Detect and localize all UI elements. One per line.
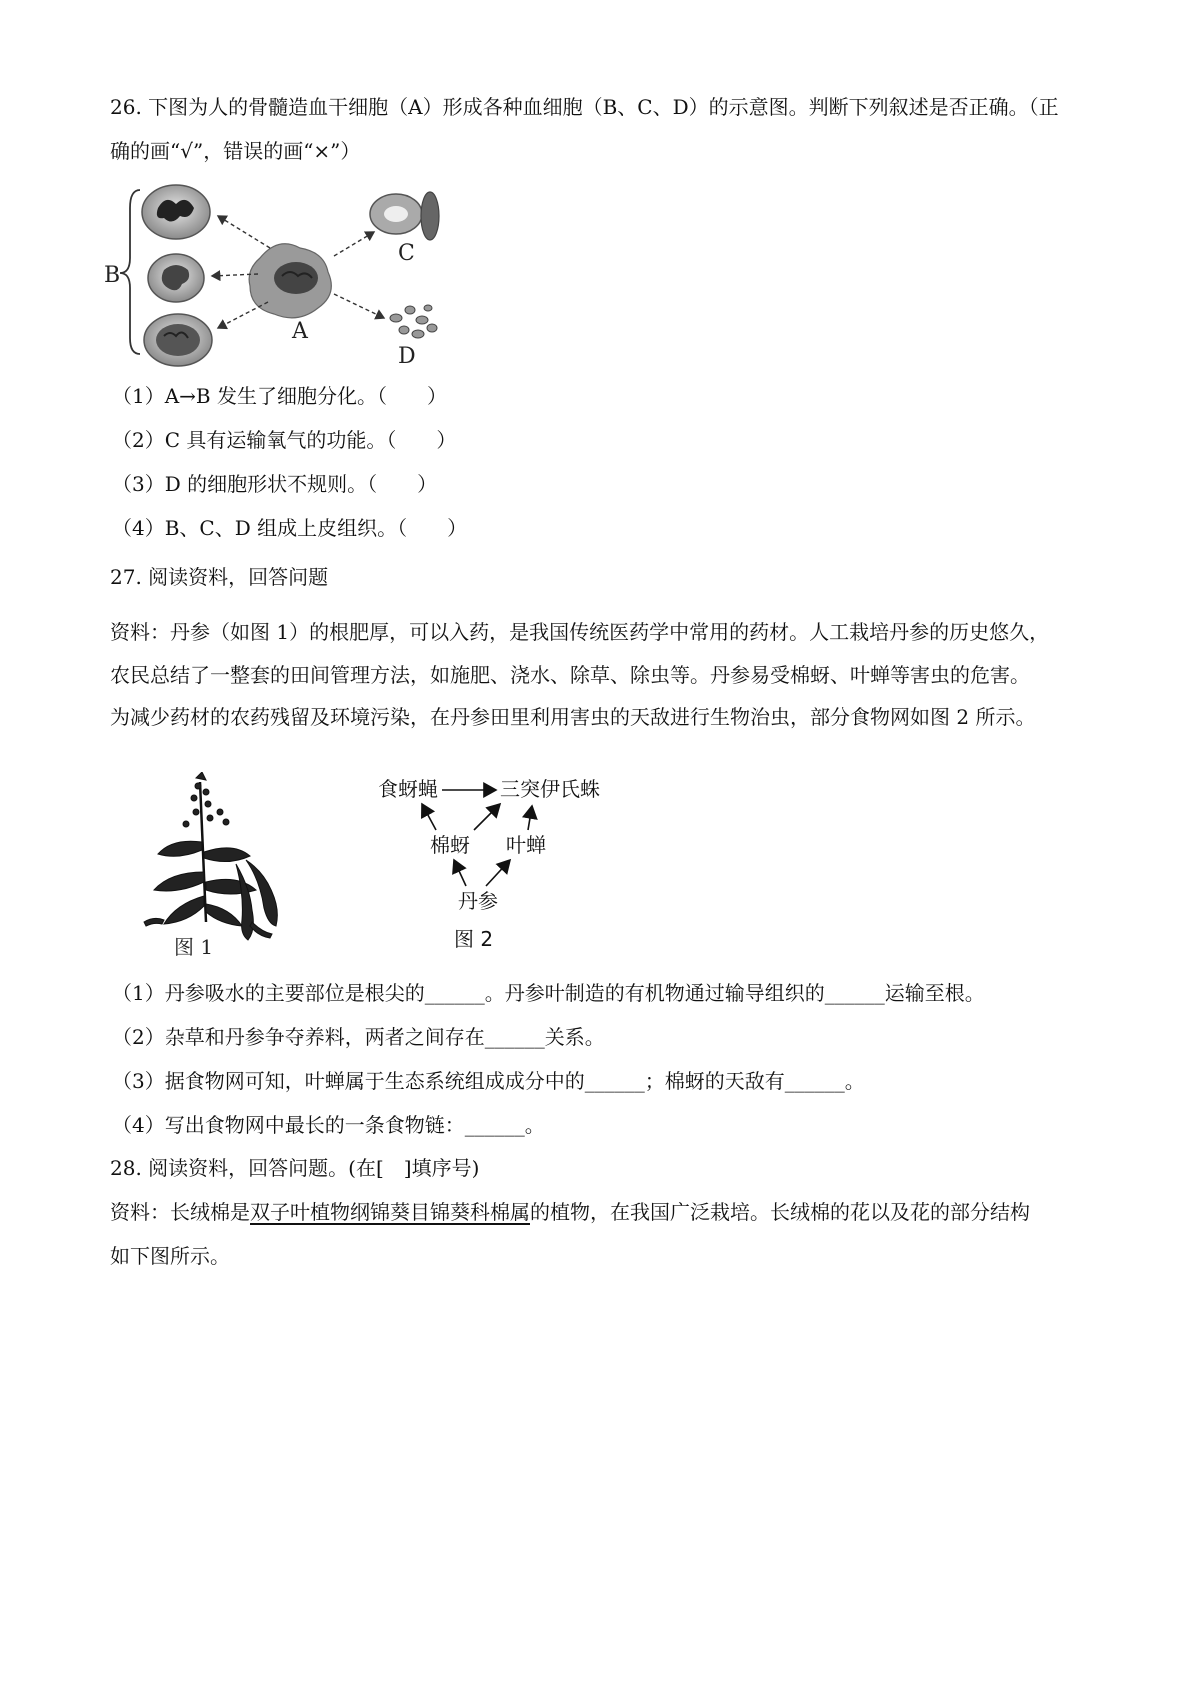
q26-stem-line2: 确的画“√”，错误的画“×”） <box>110 139 361 163</box>
q26-stem-line1: 26. 下图为人的骨髓造血干细胞（A）形成各种血细胞（B、C、D）的示意图。判断下列叙述是否正确。（正 <box>110 95 1059 119</box>
q26-item-4: （4）B、C、D 组成上皮组织。（ ） <box>112 516 468 540</box>
q28-material-suffix: 的植物，在我国广泛栽培。长绒棉的花以及花的部分结构 <box>530 1200 1030 1224</box>
node-aphid-fly: 食蚜蝇 <box>378 777 438 801</box>
q27-stem: 27. 阅读资料，回答问题 <box>110 565 329 589</box>
red-blood-cell-c <box>370 192 439 240</box>
danshen-plant-figure <box>140 772 300 962</box>
q27-item-2: （2）杂草和丹参争夺养料，两者之间存在______关系。 <box>112 1025 605 1049</box>
q27-material-line1: 资料：丹参（如图 1）的根肥厚，可以入药，是我国传统医药学中常用的药材。人工栽培丹参的历史悠久， <box>110 620 1050 644</box>
label-c: C <box>398 241 415 266</box>
q28-material-underlined: 双子叶植物纲锦葵目锦葵科棉属 <box>250 1200 530 1224</box>
q26-item-3: （3）D 的细胞形状不规则。（ ） <box>112 472 438 496</box>
node-leafhopper: 叶蝉 <box>506 833 546 857</box>
q28-stem: 28. 阅读资料，回答问题。(在[ ]填序号) <box>110 1156 480 1180</box>
node-danshen: 丹参 <box>458 889 498 913</box>
q26-item-1: （1）A→B 发生了细胞分化。（ ） <box>112 384 447 408</box>
food-web-figure <box>370 768 630 958</box>
q28-material-prefix: 资料：长绒棉是 <box>110 1200 250 1224</box>
q28-material-line1 <box>110 1197 1030 1227</box>
q27-material-line2: 农民总结了一整套的田间管理方法，如施肥、浇水、除草、除虫等。丹参易受棉蚜、叶蝉等害虫的危害。 <box>110 663 1030 687</box>
node-cotton-aphid: 棉蚜 <box>430 833 470 857</box>
brace-b <box>120 190 140 354</box>
q27-item-3: （3）据食物网可知，叶蝉属于生态系统组成成分中的______；棉蚜的天敌有______。 <box>112 1069 865 1093</box>
q27-item-1: （1）丹参吸水的主要部位是根尖的______。丹参叶制造的有机物通过输导组织的______运输至根。 <box>112 981 985 1005</box>
label-a: A <box>292 319 308 344</box>
figure1-caption: 图 1 <box>174 935 214 959</box>
label-d: D <box>398 344 416 369</box>
q28-material-line2: 如下图所示。 <box>110 1244 230 1268</box>
stem-cell-a <box>249 244 331 318</box>
q27-item-4: （4）写出食物网中最长的一条食物链：______。 <box>112 1113 545 1137</box>
monocyte-cell <box>148 254 204 302</box>
q26-item-2: （2）C 具有运输氧气的功能。（ ） <box>112 428 457 452</box>
q26-blood-cell-figure <box>100 178 460 373</box>
figure2-caption: 图 2 <box>454 927 494 951</box>
lymphocyte-cell <box>144 314 212 366</box>
neutrophil-cell <box>142 185 210 239</box>
platelets-d <box>390 305 437 338</box>
q27-material-line3: 为减少药材的农药残留及环境污染，在丹参田里利用害虫的天敌进行生物治虫，部分食物网如图 2 所示。 <box>110 705 1036 729</box>
node-spider: 三突伊氏蛛 <box>500 777 600 801</box>
label-b: B <box>104 263 121 288</box>
